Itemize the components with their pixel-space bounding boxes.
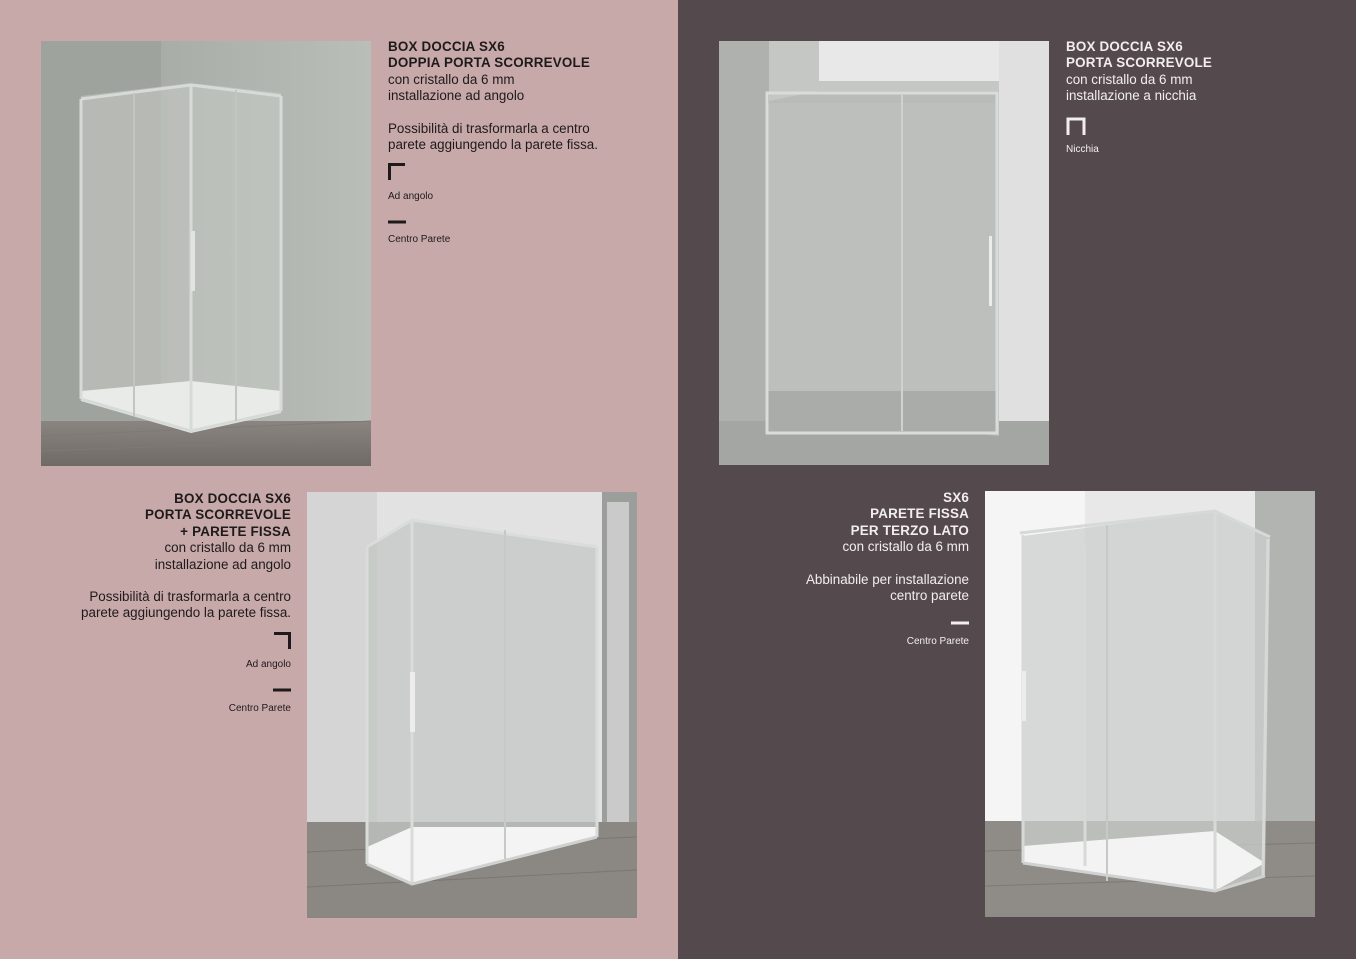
top-left-installation: installazione ad angolo [388,88,525,104]
top-right-title-line2: PORTA SCORREVOLE [1066,55,1213,71]
bottom-right-glass-spec: con cristallo da 6 mm [842,539,969,555]
bottom-left-title-line2: PORTA SCORREVOLE [144,507,291,523]
bottom-right-title-line2: PARETE FISSA [870,506,969,522]
shower-box-double-sliding-photo [41,41,371,466]
top-right-title-line1: BOX DOCCIA SX6 [1066,39,1183,54]
corner-installation-icon [273,632,291,650]
top-left-icon1-label: Ad angolo [388,190,434,202]
corner-installation-icon [388,163,406,181]
bottom-right-note-line2: centro parete [890,588,969,604]
top-left-description [388,39,668,246]
bottom-left-icon2-label: Centro Parete [228,702,291,714]
bottom-right-title-line3: PER TERZO LATO [850,522,969,538]
fixed-panel-third-side-photo [985,491,1315,917]
bottom-left-installation: installazione ad angolo [154,556,291,572]
top-left-icon2-label: Centro Parete [388,234,451,246]
bottom-left-title-line1: BOX DOCCIA SX6 [174,491,291,506]
niche-installation-icon [1066,117,1086,135]
bottom-left-description [11,491,291,715]
bottom-left-title-line3: + PARETE FISSA [180,523,291,539]
center-wall-icon [951,620,969,626]
top-left-glass-spec: con cristallo da 6 mm [388,71,515,87]
top-left-title-line1: BOX DOCCIA SX6 [388,39,505,54]
top-right-glass-spec: con cristallo da 6 mm [1066,71,1193,87]
top-left-note-line1: Possibilità di trasformarla a centro [388,120,590,136]
bottom-right-title-line1: SX6 [943,490,969,505]
bottom-left-note-line1: Possibilità di trasformarla a centro [89,589,291,605]
top-left-title-line2: DOPPIA PORTA SCORREVOLE [388,55,591,71]
top-right-installation: installazione a nicchia [1066,88,1197,104]
center-wall-icon [388,219,406,225]
center-wall-icon [273,687,291,693]
top-left-note-line2: parete aggiungendo la parete fissa. [388,137,598,153]
bottom-left-icon1-label: Ad angolo [245,659,291,671]
bottom-right-description [689,490,969,648]
bottom-left-note-line2: parete aggiungendo la parete fissa. [81,605,291,621]
bottom-right-icon1-label: Centro Parete [906,635,969,647]
shower-box-niche-photo [719,41,1049,465]
top-right-description [1066,39,1346,156]
shower-box-sliding-fixed-panel-photo [307,492,637,918]
bottom-left-glass-spec: con cristallo da 6 mm [164,540,291,556]
top-right-icon1-label: Nicchia [1066,144,1099,156]
bottom-right-note-line1: Abbinabile per installazione [805,571,969,587]
